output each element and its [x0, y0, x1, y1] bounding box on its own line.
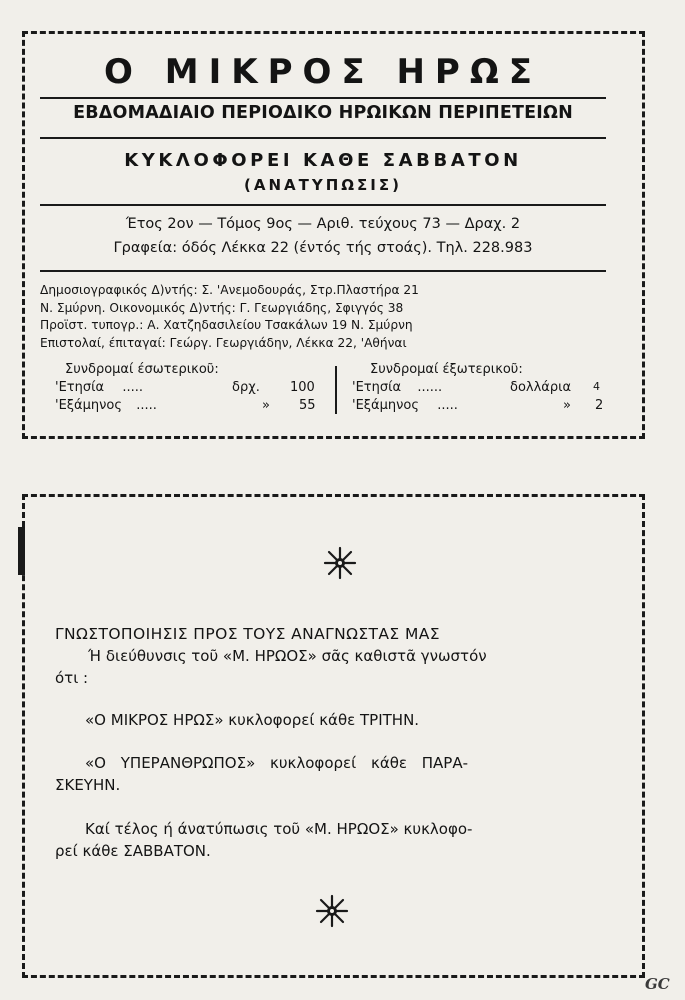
notice-paragraph: ρεί κάθε ΣΑΒΒΑΤΟΝ.: [55, 842, 211, 860]
subscription-label: 'Εξάμηνος: [352, 398, 419, 413]
subscription-label: 'Εξάμηνος: [55, 398, 122, 413]
notice-paragraph: «Ο ΥΠΕΡΑΝΘΡΩΠΟΣ» κυκλοφορεί κάθε ΠΑΡΑ-: [85, 754, 469, 772]
staff-credits: [40, 282, 610, 352]
foreign-subscriptions-heading: Συνδρομαί έξωτερικοῦ:: [370, 362, 523, 377]
floral-star-icon: [312, 893, 352, 935]
staff-line: Δημοσιογραφικός Δ)ντής: Σ. 'Ανεμοδουράς, Στρ.Πλαστήρα 21: [40, 283, 419, 297]
office-info: Γραφεία: όδός Λέκκα 22 (έντός τής στοάς). Τηλ. 228.983: [113, 240, 533, 256]
subscription-amount: 2: [595, 398, 604, 413]
subscription-amount: 4: [593, 380, 600, 393]
notice-paragraph: Καί τέλος ή άνατύπωσις τοῦ «Μ. ΗΡΩΟΣ» κυκλοφο-: [85, 820, 473, 838]
subscription-dots: .....: [122, 380, 144, 395]
floral-star-icon: [320, 545, 360, 587]
domestic-subscriptions-heading: Συνδρομαί έσωτερικοῦ:: [65, 362, 219, 377]
subscription-dots: .....: [437, 398, 458, 413]
divider: [40, 97, 606, 99]
subscription-dots: ......: [417, 380, 443, 395]
domestic-subscription-row: [55, 398, 157, 413]
subscription-label: 'Ετησία: [55, 380, 105, 395]
staff-line: Ν. Σμύρνη. Οικονομικός Δ)ντής: Γ. Γεωργιάδης, Σφιγγός 38: [40, 300, 404, 315]
notice-paragraph: «Ο ΜΙΚΡΟΣ ΗΡΩΣ» κυκλοφορεί κάθε ΤΡΙΤΗΝ.: [85, 711, 420, 729]
subscription-unit: »: [563, 398, 571, 413]
divider: [40, 270, 606, 272]
foreign-subscription-row: [352, 380, 442, 395]
subscription-amount: 55: [299, 398, 316, 413]
subscription-unit: δρχ.: [232, 380, 260, 395]
reprint-label: (ΑΝΑΤΥΠΩΣΙΣ): [244, 176, 402, 194]
masthead-box: [22, 31, 645, 439]
edge-mark: [18, 527, 25, 575]
subscription-unit: »: [262, 398, 270, 413]
subscription-label: 'Ετησία: [352, 380, 402, 395]
foreign-subscription-row: [352, 398, 458, 413]
notice-paragraph: ότι :: [55, 669, 89, 687]
column-divider: [335, 366, 337, 414]
watermark: GC: [645, 975, 670, 993]
notice-paragraph: ΣΚΕΥΗΝ.: [55, 776, 121, 794]
circulation-notice: ΚΥΚΛΟΦΟΡΕΙ ΚΑΘΕ ΣΑΒΒΑΤΟΝ: [124, 150, 522, 171]
subscription-dots: .....: [136, 398, 157, 413]
staff-line: Επιστολαί, έπιταγαί: Γεώργ. Γεωργιάδην, Λέκκα 22, 'Αθήναι: [40, 335, 407, 350]
issue-info: Έτος 2ον — Τόμος 9ος — Αριθ. τεύχους 73 — Δραχ. 2: [125, 216, 521, 232]
magazine-title: Ο ΜΙΚΡΟΣ ΗΡΩΣ: [104, 52, 542, 92]
staff-line: Προϊστ. τυπογρ.: Α. Χατζηδασιλείου Τσακάλων 19 Ν. Σμύρνη: [40, 318, 413, 332]
divider: [40, 204, 606, 206]
notice-paragraph: Ή διεύθυνσις τοῦ «Μ. ΗΡΩΟΣ» σᾶς καθιστᾶ γνωστόν: [88, 647, 487, 665]
domestic-subscription-row: [55, 380, 143, 395]
magazine-subtitle: ΕΒΔΟΜΑΔΙΑΙΟ ΠΕΡΙΟΔΙΚΟ ΗΡΩΙΚΩΝ ΠΕΡΙΠΕΤΕΙΩΝ: [73, 103, 573, 123]
subscription-unit: δολλάρια: [510, 380, 572, 395]
subscription-amount: 100: [290, 380, 315, 395]
notice-heading: ΓΝΩΣΤΟΠΟΙΗΣΙΣ ΠΡΟΣ ΤΟΥΣ ΑΝΑΓΝΩΣΤΑΣ ΜΑΣ: [55, 625, 440, 643]
divider: [40, 137, 606, 139]
